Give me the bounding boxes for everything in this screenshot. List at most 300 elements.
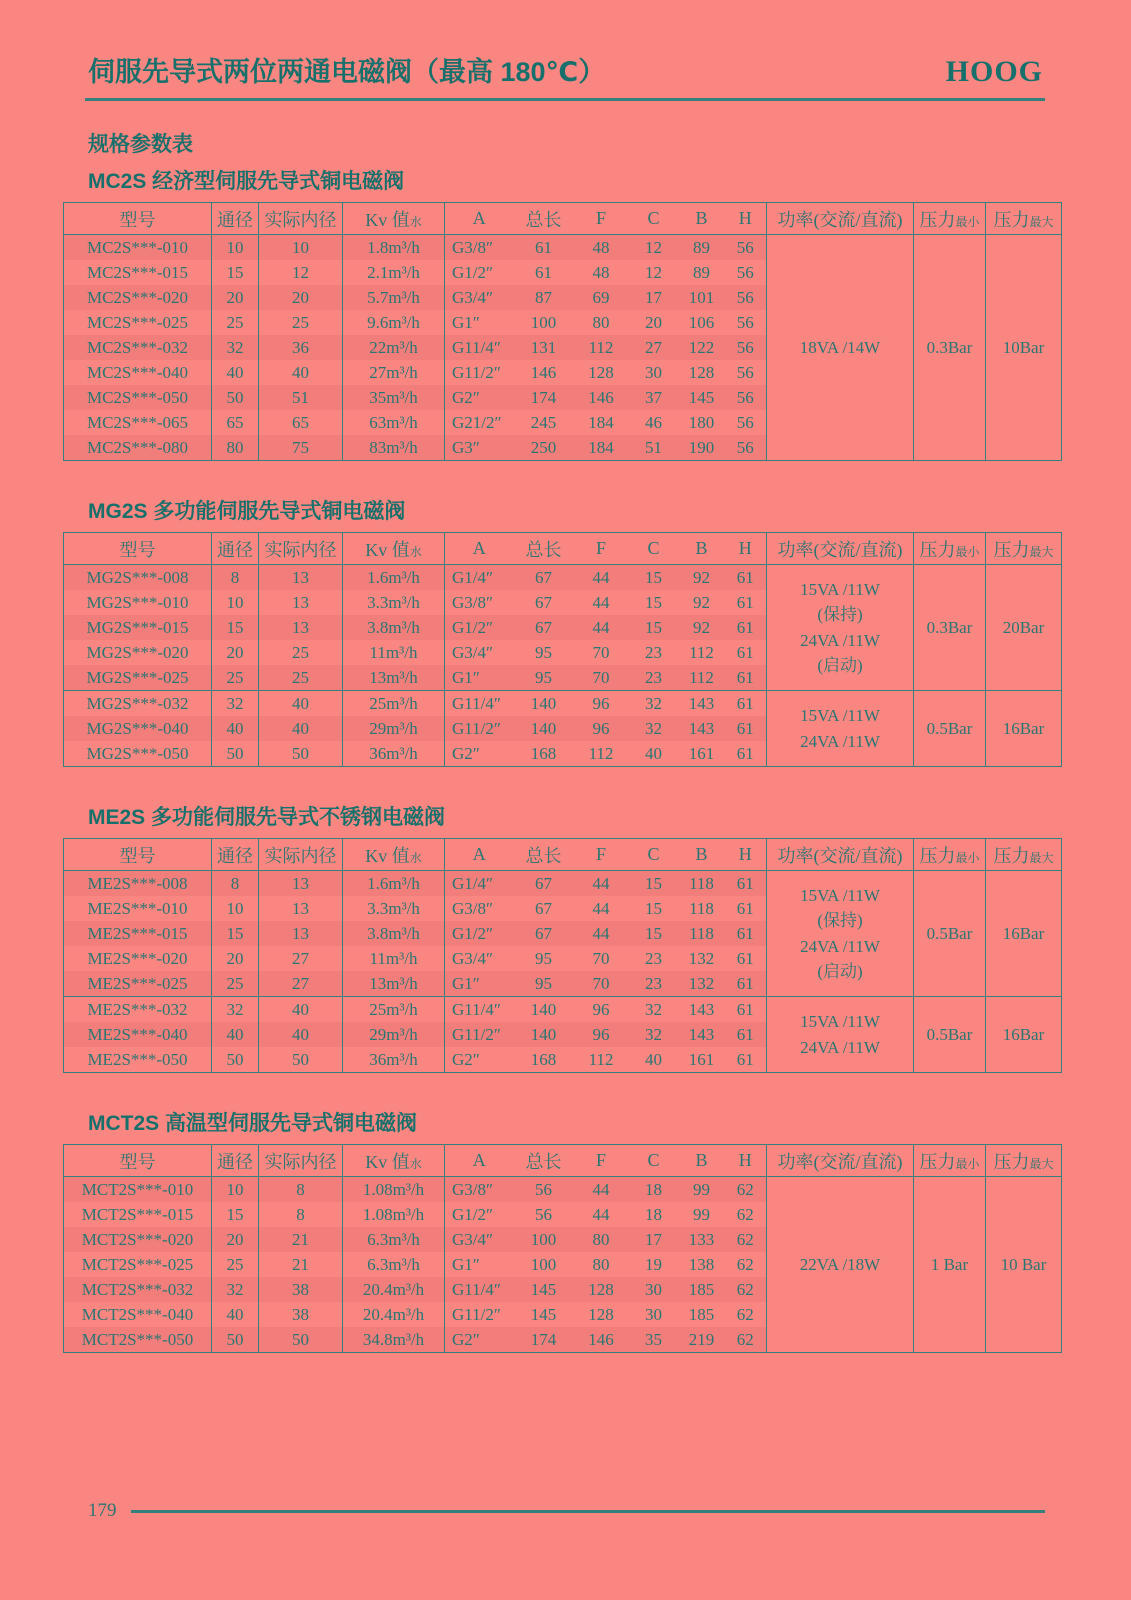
cell-thread: G2″ (452, 743, 480, 763)
cell-dim-f: 48 (574, 235, 629, 261)
cell-dn: 25 (212, 971, 259, 997)
cell-dim-h: 61 (725, 691, 767, 717)
cell-dim-b: 161 (688, 743, 715, 763)
cell-dim-h: 61 (725, 665, 767, 691)
cell-thread: G11/4″ (445, 1277, 514, 1302)
cell-dim-h: 61 (725, 997, 767, 1023)
col-header-dim-b (679, 839, 725, 871)
power-line: 24VA /11W (800, 936, 880, 956)
col-header-label: H (738, 844, 752, 864)
col-header-small: 水 (409, 850, 422, 865)
cell-model: MG2S***-020 (64, 640, 212, 665)
cell-power (767, 565, 914, 691)
cell-dim-b: 112 (679, 665, 725, 691)
cell-model: MC2S***-010 (64, 235, 212, 261)
cell-bore: 40 (259, 1022, 343, 1047)
col-header-power (767, 203, 914, 235)
cell-thread: G2″ (445, 385, 514, 410)
col-header-label: Kv 值 (365, 539, 410, 560)
col-header-label: A (472, 1150, 486, 1170)
cell-kv: 34.8m³/h (343, 1327, 445, 1353)
table-row (64, 871, 1062, 897)
col-header-dim-f (574, 203, 629, 235)
col-header-thread (445, 839, 514, 871)
cell-dim-c: 40 (645, 743, 662, 763)
header-row (64, 839, 1062, 871)
col-header-bore (259, 1145, 343, 1177)
cell-model: MC2S***-025 (64, 310, 212, 335)
col-header-label: 通径 (217, 539, 253, 560)
cell-dim-h: 62 (725, 1227, 767, 1252)
power-line: (启动) (817, 656, 863, 675)
col-header-label: 压力 (993, 209, 1030, 230)
cell-dim-b: 101 (679, 285, 725, 310)
cell-thread: G11/2″ (452, 1304, 501, 1324)
power-line: 15VA /11W (800, 1012, 880, 1031)
cell-kv: 6.3m³/h (343, 1252, 445, 1277)
cell-dim-h: 61 (725, 615, 767, 640)
cell-pressure-max: 10Bar (1002, 337, 1045, 357)
cell-dim-f: 44 (574, 565, 629, 591)
cell-dim-b: 190 (679, 435, 725, 461)
col-header-label: F (595, 538, 606, 558)
cell-model: MCT2S***-020 (64, 1227, 212, 1252)
col-header-pressure-min (914, 839, 986, 871)
table-title: MG2S 多功能伺服先导式铜电磁阀 (88, 500, 406, 523)
cell-kv: 13m³/h (343, 665, 445, 691)
col-header-label: 压力 (919, 539, 956, 560)
cell-pressure-min: 0.3Bar (914, 565, 986, 691)
cell-dim-f: 70 (574, 971, 629, 997)
cell-model: MC2S***-080 (64, 435, 212, 461)
cell-total-length: 250 (514, 435, 574, 461)
cell-pressure-min: 0.5Bar (914, 691, 986, 767)
table-block (0, 801, 1131, 1073)
cell-bore: 13 (259, 565, 343, 591)
cell-dim-f: 44 (592, 592, 610, 612)
table-row (64, 565, 1062, 591)
cell-dn: 8 (212, 565, 259, 591)
col-header-label: 总长 (525, 539, 562, 560)
col-header-total-length (514, 1145, 574, 1177)
col-header-label: B (695, 1150, 708, 1170)
cell-dim-c: 17 (629, 285, 679, 310)
cell-dim-f: 112 (588, 743, 614, 763)
cell-model: MG2S***-025 (64, 665, 212, 691)
cell-dim-c: 23 (629, 665, 679, 691)
cell-dim-b: 185 (679, 1277, 725, 1302)
col-header-pressure-max (986, 839, 1062, 871)
cell-dn: 25 (212, 1252, 259, 1277)
cell-dim-c: 37 (629, 385, 679, 410)
cell-dim-h: 61 (725, 590, 767, 615)
cell-dim-f: 80 (592, 1254, 610, 1274)
page-number: 179 (88, 1500, 117, 1521)
col-header-label: 功率(交流/直流) (777, 209, 903, 230)
col-header-label: 实际内径 (264, 539, 337, 560)
cell-dim-h: 61 (725, 946, 767, 971)
cell-dim-h: 56 (725, 360, 767, 385)
cell-dim-f: 128 (588, 362, 614, 382)
col-header-small: 最小 (955, 850, 980, 865)
cell-model: MCT2S***-040 (64, 1302, 212, 1327)
cell-dim-c: 23 (645, 948, 662, 968)
cell-pressure-min: 0.5Bar (914, 997, 986, 1073)
col-header-kv (343, 203, 445, 235)
cell-total-length: 140 (514, 1022, 574, 1047)
col-header-label: A (472, 538, 486, 558)
col-header-label: H (738, 208, 752, 228)
col-header-dim-h (725, 533, 767, 565)
table-block (0, 1107, 1131, 1353)
cell-dim-f: 44 (574, 1177, 629, 1203)
cell-bore: 13 (259, 590, 343, 615)
cell-dn: 65 (212, 410, 259, 435)
cell-dn: 15 (212, 615, 259, 640)
col-header-label: 通径 (217, 845, 253, 866)
cell-dn: 40 (212, 1302, 259, 1327)
col-header-model (64, 1145, 212, 1177)
col-header-label: H (738, 538, 752, 558)
cell-dim-b: 132 (688, 948, 715, 968)
col-header-dim-b (679, 203, 725, 235)
cell-total-length: 145 (514, 1277, 574, 1302)
cell-dim-c: 12 (645, 262, 662, 282)
cell-dim-h: 56 (725, 435, 767, 461)
cell-thread: G2″ (452, 1049, 480, 1069)
cell-kv: 20.4m³/h (343, 1277, 445, 1302)
col-header-label: H (738, 1150, 752, 1170)
cell-dn: 32 (212, 335, 259, 360)
cell-pressure-max: 10 Bar (1000, 1254, 1047, 1274)
col-header-label: 压力 (993, 845, 1030, 866)
cell-thread: G2″ (445, 1327, 514, 1353)
cell-dim-b: 143 (679, 997, 725, 1023)
col-header-thread (445, 1145, 514, 1177)
col-header-dn (212, 839, 259, 871)
col-header-power (767, 839, 914, 871)
cell-dim-h: 62 (725, 1327, 767, 1353)
cell-kv: 36m³/h (343, 1047, 445, 1073)
col-header-small: 最大 (1029, 214, 1054, 229)
cell-model: MCT2S***-025 (64, 1252, 212, 1277)
col-header-small: 最大 (1029, 544, 1054, 559)
cell-dim-c: 15 (629, 565, 679, 591)
col-header-label: 压力 (919, 1151, 956, 1172)
cell-bore: 51 (259, 385, 343, 410)
cell-model: MG2S***-010 (64, 590, 212, 615)
cell-dn: 10 (212, 1177, 259, 1203)
cell-total-length: 100 (530, 312, 557, 332)
col-header-label: 功率(交流/直流) (777, 539, 903, 560)
cell-dim-c: 12 (629, 235, 679, 261)
cell-bore: 13 (259, 615, 343, 640)
footer-divider (131, 1510, 1046, 1513)
cell-model: MCT2S***-050 (64, 1327, 212, 1353)
col-header-kv (343, 1145, 445, 1177)
cell-thread: G3/4″ (452, 948, 494, 968)
cell-dim-h: 61 (725, 921, 767, 946)
cell-dim-c: 40 (645, 1049, 662, 1069)
cell-thread: G3/8″ (452, 592, 494, 612)
cell-bore: 25 (259, 310, 343, 335)
cell-total-length: 67 (535, 898, 552, 918)
col-header-label: Kv 值 (365, 845, 410, 866)
cell-thread: G1″ (452, 1254, 480, 1274)
cell-dim-c: 32 (629, 716, 679, 741)
power-line: 15VA /11W (800, 579, 880, 599)
cell-dim-c: 27 (629, 335, 679, 360)
cell-dim-b: 133 (679, 1227, 725, 1252)
cell-model: ME2S***-032 (64, 997, 212, 1023)
col-header-label: 总长 (525, 209, 562, 230)
table-row (64, 1177, 1062, 1203)
cell-dim-b: 138 (688, 1254, 715, 1274)
cell-kv: 25m³/h (343, 691, 445, 717)
col-header-label: C (647, 208, 660, 228)
cell-thread: G11/2″ (445, 716, 514, 741)
power-line: (保持) (817, 605, 863, 624)
col-header-label: C (647, 1150, 660, 1170)
cell-dim-c: 51 (629, 435, 679, 461)
cell-dim-b: 106 (688, 312, 715, 332)
cell-dim-f: 96 (574, 716, 629, 741)
cell-total-length: 95 (514, 971, 574, 997)
cell-dim-h: 61 (725, 971, 767, 997)
cell-dim-b: 92 (679, 615, 725, 640)
cell-model: MG2S***-050 (64, 741, 212, 767)
col-header-model (64, 839, 212, 871)
table-title: ME2S 多功能伺服先导式不锈钢电磁阀 (88, 806, 446, 829)
cell-thread: G11/4″ (445, 335, 514, 360)
col-header-label: 型号 (119, 845, 156, 866)
cell-power (767, 997, 914, 1073)
cell-dim-c: 30 (629, 1277, 679, 1302)
cell-power (767, 691, 914, 767)
cell-dim-f: 146 (574, 1327, 629, 1353)
col-header-label: 实际内径 (264, 1151, 337, 1172)
cell-model: ME2S***-025 (64, 971, 212, 997)
cell-dim-h: 61 (725, 716, 767, 741)
cell-dim-f: 44 (592, 898, 610, 918)
cell-dim-h: 62 (725, 1302, 767, 1327)
cell-dn: 32 (212, 997, 259, 1023)
cell-dim-f: 96 (574, 691, 629, 717)
cell-kv: 3.3m³/h (343, 896, 445, 921)
cell-dim-c: 23 (629, 971, 679, 997)
cell-dim-f: 69 (574, 285, 629, 310)
cell-dim-b: 118 (679, 921, 725, 946)
col-header-small: 水 (409, 214, 422, 229)
col-header-power (767, 1145, 914, 1177)
cell-thread: G1″ (445, 971, 514, 997)
cell-total-length: 56 (535, 1204, 552, 1224)
spec-table (63, 532, 1062, 767)
col-header-pressure-max (986, 533, 1062, 565)
power-line: (启动) (817, 962, 863, 981)
cell-model: ME2S***-050 (64, 1047, 212, 1073)
power-line: 18VA /14W (799, 337, 881, 357)
cell-dim-c: 30 (645, 362, 662, 382)
col-header-small: 水 (409, 1156, 422, 1171)
col-header-label: Kv 值 (365, 209, 410, 230)
cell-kv: 11m³/h (343, 640, 445, 665)
col-header-label: A (472, 844, 486, 864)
col-header-small: 水 (409, 544, 422, 559)
cell-model: ME2S***-010 (64, 896, 212, 921)
cell-thread: G1/4″ (445, 871, 514, 897)
cell-bore: 38 (259, 1302, 343, 1327)
cell-dim-b: 122 (679, 335, 725, 360)
cell-model: ME2S***-015 (64, 921, 212, 946)
cell-bore: 21 (259, 1252, 343, 1277)
cell-total-length: 168 (530, 743, 557, 763)
cell-dn: 32 (212, 1277, 259, 1302)
cell-kv: 1.6m³/h (343, 565, 445, 591)
cell-thread: G1/4″ (445, 565, 514, 591)
cell-model: ME2S***-040 (64, 1022, 212, 1047)
table-row (64, 997, 1062, 1023)
cell-dim-f: 128 (588, 1304, 614, 1324)
col-header-label: 型号 (119, 539, 156, 560)
col-header-label: C (647, 538, 660, 558)
power-line: 24VA /11W (800, 630, 880, 650)
cell-dn: 15 (212, 260, 259, 285)
cell-dim-f: 128 (574, 1277, 629, 1302)
cell-dim-h: 56 (725, 285, 767, 310)
cell-thread: G3/4″ (445, 285, 514, 310)
spec-table (63, 838, 1062, 1073)
cell-total-length: 245 (530, 412, 557, 432)
cell-dim-f: 70 (592, 948, 610, 968)
cell-dim-b: 143 (679, 1022, 725, 1047)
cell-dn: 50 (212, 1047, 259, 1073)
cell-dim-b: 89 (679, 235, 725, 261)
cell-total-length: 67 (514, 871, 574, 897)
cell-kv: 36m³/h (343, 741, 445, 767)
cell-bore: 8 (259, 1177, 343, 1203)
cell-dim-h: 62 (725, 1252, 767, 1277)
col-header-dn (212, 203, 259, 235)
cell-bore: 21 (259, 1227, 343, 1252)
cell-pressure-max: 16Bar (986, 997, 1062, 1073)
cell-dim-f: 44 (574, 615, 629, 640)
cell-dn: 8 (212, 871, 259, 897)
cell-total-length: 67 (514, 921, 574, 946)
cell-kv: 27m³/h (343, 360, 445, 385)
cell-dim-h: 61 (725, 1047, 767, 1073)
col-header-bore (259, 839, 343, 871)
cell-total-length: 95 (535, 642, 552, 662)
cell-dim-c: 15 (645, 592, 662, 612)
cell-total-length: 174 (514, 1327, 574, 1353)
cell-dn: 50 (212, 741, 259, 767)
col-header-label: 通径 (217, 1151, 253, 1172)
cell-thread: G1″ (452, 312, 480, 332)
cell-pressure-min: 0.3Bar (914, 235, 986, 461)
cell-dim-b: 219 (679, 1327, 725, 1353)
col-header-pressure-max (986, 203, 1062, 235)
col-header-small: 最小 (955, 1156, 980, 1171)
cell-dim-f: 44 (592, 1204, 610, 1224)
col-header-small: 最小 (955, 544, 980, 559)
brand-logo: HOOG (945, 55, 1043, 88)
col-header-kv (343, 839, 445, 871)
spec-table (63, 202, 1062, 461)
cell-kv: 1.08m³/h (343, 1177, 445, 1203)
cell-dim-c: 30 (645, 1304, 662, 1324)
cell-model: MG2S***-008 (64, 565, 212, 591)
cell-kv: 1.8m³/h (343, 235, 445, 261)
cell-total-length: 61 (514, 235, 574, 261)
cell-power (767, 871, 914, 997)
cell-total-length: 140 (514, 997, 574, 1023)
cell-dim-h: 56 (725, 310, 767, 335)
cell-thread: G11/4″ (445, 997, 514, 1023)
col-header-label: B (695, 208, 708, 228)
cell-dim-f: 44 (574, 921, 629, 946)
cell-model: MG2S***-032 (64, 691, 212, 717)
col-header-small: 最小 (955, 214, 980, 229)
cell-dim-c: 15 (629, 871, 679, 897)
cell-thread: G11/2″ (445, 1022, 514, 1047)
cell-total-length: 174 (514, 385, 574, 410)
cell-dn: 50 (212, 1327, 259, 1353)
cell-total-length: 61 (535, 262, 552, 282)
cell-dim-c: 19 (645, 1254, 662, 1274)
cell-bore: 65 (259, 410, 343, 435)
page-footer (88, 1500, 1045, 1522)
cell-kv: 1.08m³/h (343, 1202, 445, 1227)
cell-model: ME2S***-020 (64, 946, 212, 971)
cell-model: MCT2S***-010 (64, 1177, 212, 1203)
cell-dim-b: 112 (689, 642, 714, 662)
cell-bore: 8 (259, 1202, 343, 1227)
cell-bore: 10 (259, 235, 343, 261)
cell-dn: 40 (212, 1022, 259, 1047)
power-line: (保持) (817, 911, 863, 930)
cell-dn: 80 (212, 435, 259, 461)
cell-kv: 9.6m³/h (343, 310, 445, 335)
cell-total-length: 95 (535, 948, 552, 968)
cell-bore: 12 (259, 260, 343, 285)
cell-dim-f: 80 (574, 1227, 629, 1252)
col-header-label: F (595, 844, 606, 864)
cell-dim-b: 128 (688, 362, 715, 382)
cell-dim-f: 96 (574, 997, 629, 1023)
cell-thread: G1/2″ (445, 615, 514, 640)
cell-bore: 27 (259, 971, 343, 997)
cell-total-length: 131 (514, 335, 574, 360)
cell-dim-c: 46 (645, 412, 662, 432)
cell-kv: 11m³/h (343, 946, 445, 971)
power-line: 15VA /11W (800, 885, 880, 905)
tables-section (0, 165, 1131, 1353)
cell-kv: 3.8m³/h (343, 615, 445, 640)
cell-dn: 25 (212, 310, 259, 335)
cell-dim-f: 44 (574, 871, 629, 897)
cell-bore: 25 (259, 665, 343, 691)
cell-model: MC2S***-040 (64, 360, 212, 385)
cell-dn: 15 (212, 921, 259, 946)
cell-dim-h: 61 (725, 640, 767, 665)
cell-bore: 40 (259, 997, 343, 1023)
col-header-dim-h (725, 1145, 767, 1177)
col-header-dim-f (574, 839, 629, 871)
cell-dim-h: 56 (725, 235, 767, 261)
cell-bore: 20 (259, 285, 343, 310)
cell-dn: 40 (212, 716, 259, 741)
